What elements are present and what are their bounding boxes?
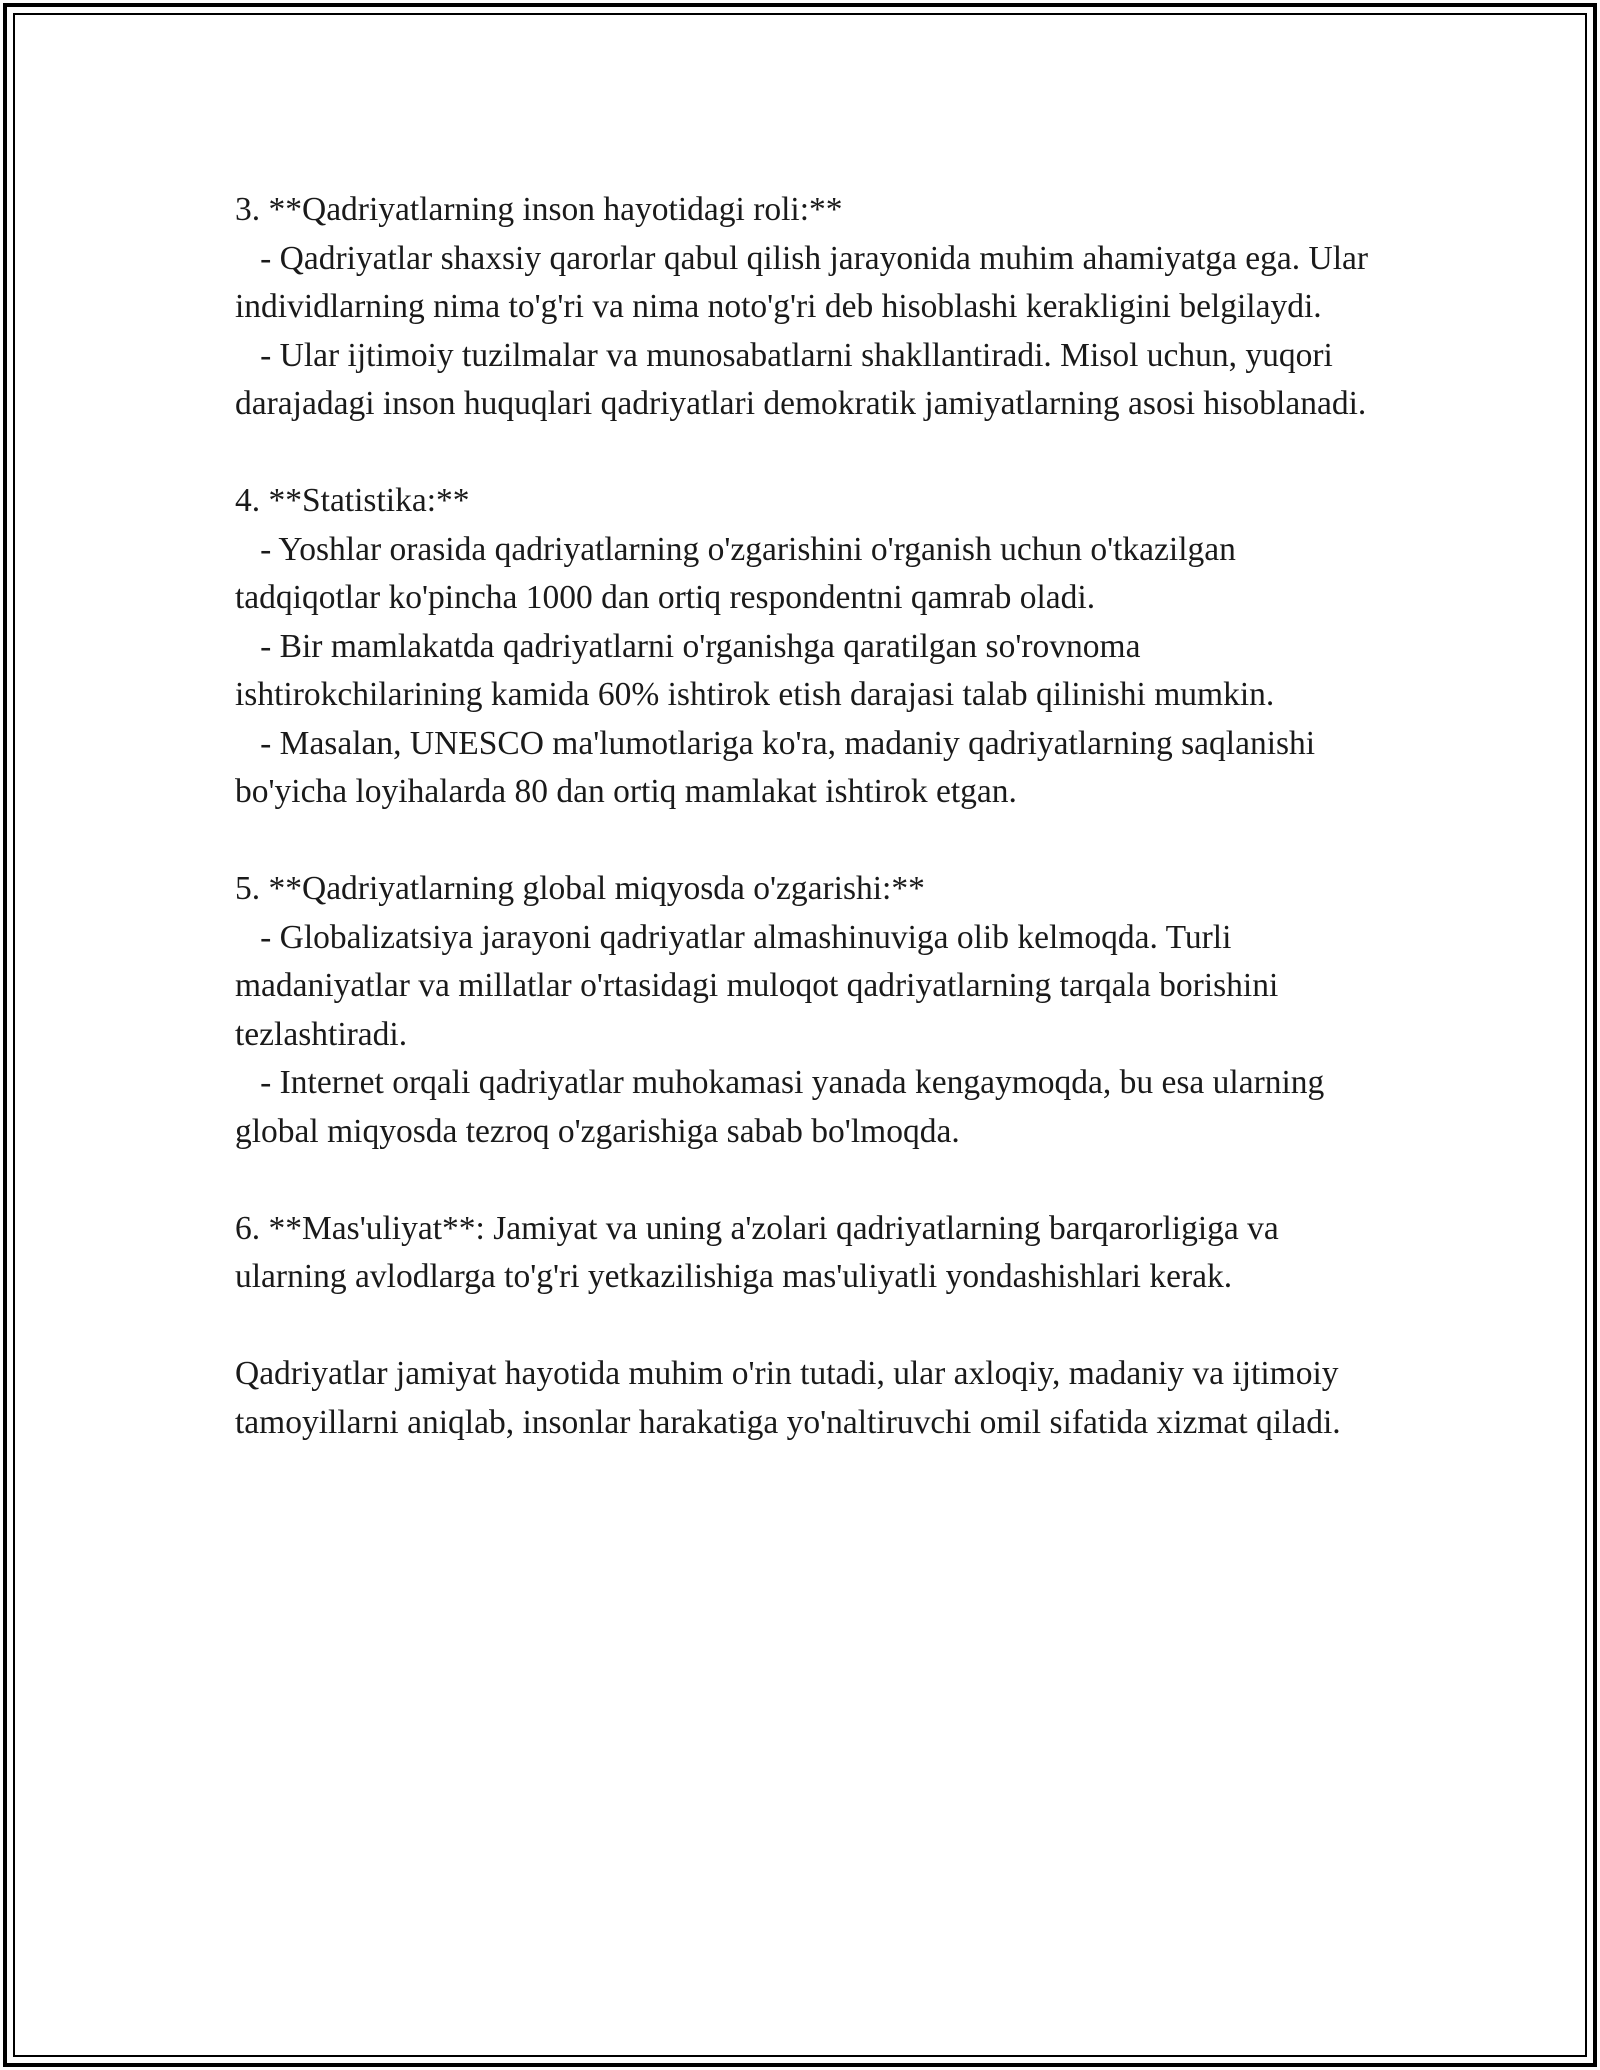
section-3-item-1: - Qadriyatlar shaxsiy qarorlar qabul qilish jarayonida muhim ahamiyatga ega. Ular individlarning nima to'g'ri va nima noto'g'ri deb hisoblashi kerakligini belgilaydi. (235, 239, 1377, 325)
paragraph-spacer (235, 817, 1385, 866)
section-4-item-2: - Bir mamlakatda qadriyatlarni o'rganishga qaratilgan so'rovnoma ishtirokchilarining kamida 60% ishtirok etish darajasi talab qilinishi mumkin. (235, 627, 1275, 713)
paragraph-spacer (235, 429, 1385, 478)
paragraph-spacer (235, 1302, 1385, 1351)
section-4-item-1: - Yoshlar orasida qadriyatlarning o'zgarishini o'rganish uchun o'tkazilgan tadqiqotlar ko'pincha 1000 dan ortiq respondentni qamrab oladi. (235, 530, 1245, 616)
conclusion-paragraph: Qadriyatlar jamiyat hayotida muhim o'rin tutadi, ular axloqiy, madaniy va ijtimoiy tamoyillarni aniqlab, insonlar harakatiga yo'naltiruvchi omil sifatida xizmat qiladi. (235, 1355, 1347, 1441)
section-5-item-2: - Internet orqali qadriyatlar muhokamasi yanada kengaymoqda, bu esa ularning global miqyosda tezroq o'zgarishiga sabab bo'lmoqda. (235, 1064, 1333, 1150)
section-3-item-2: - Ular ijtimoiy tuzilmalar va munosabatlarni shakllantiradi. Misol uchun, yuqori darajadagi inson huquqlari qadriyatlari demokratik jamiyatlarning asosi hisoblanadi. (235, 336, 1367, 422)
paragraph-spacer (235, 1156, 1385, 1205)
section-3-heading: 3. **Qadriyatlarning inson hayotidagi roli:** (235, 191, 843, 228)
section-5-item-1: - Globalizatsiya jarayoni qadriyatlar almashinuviga olib kelmoqda. Turli madaniyatlar va millatlar o'rtasidagi muloqot qadriyatlarning tarqala borishini tezlashtiradi. (235, 918, 1287, 1053)
section-4-item-3: - Masalan, UNESCO ma'lumotlariga ko'ra, madaniy qadriyatlarning saqlanishi bo'yicha loyihalarda 80 dan ortiq mamlakat ishtirok etgan. (235, 724, 1324, 810)
section-5-heading: 5. **Qadriyatlarning global miqyosda o'zgarishi:** (235, 870, 925, 907)
section-6-paragraph: 6. **Mas'uliyat**: Jamiyat va uning a'zolari qadriyatlarning barqarorligiga va ularning avlodlarga to'g'ri yetkazilishiga mas'uliyatli yondashishlari kerak. (235, 1209, 1288, 1295)
document-body (235, 186, 1385, 1447)
section-4-heading: 4. **Statistika:** (235, 482, 470, 519)
